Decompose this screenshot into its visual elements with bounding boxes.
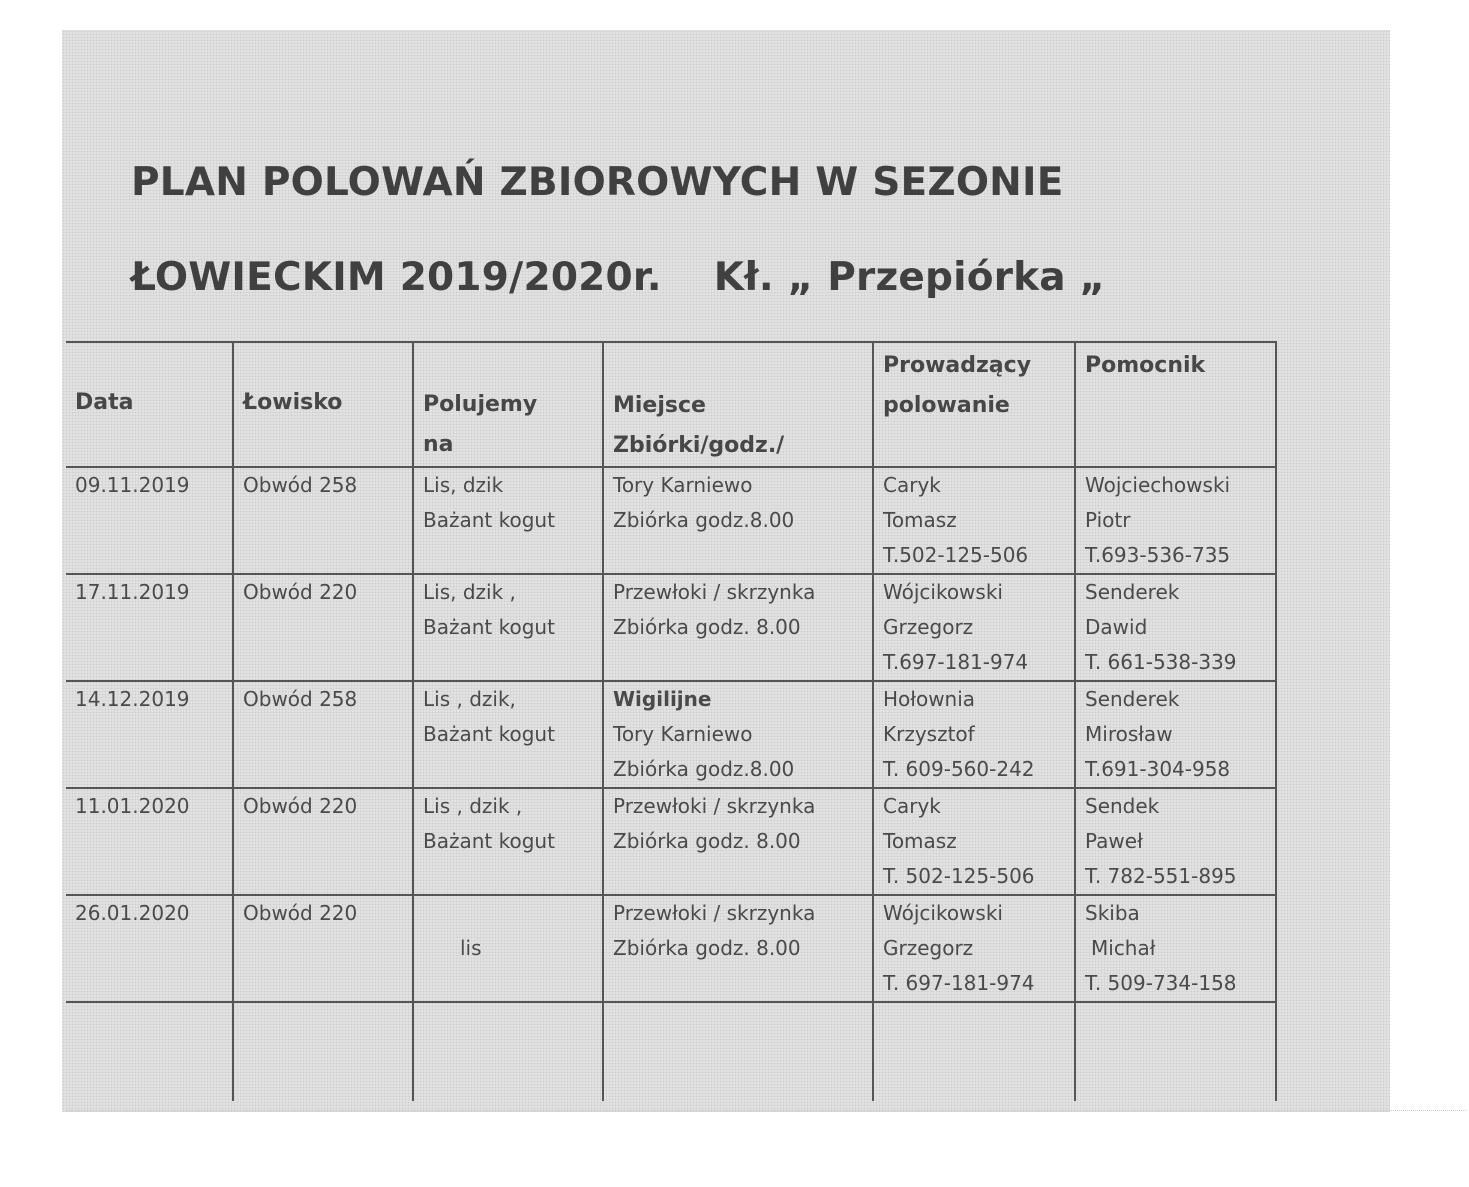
table-row xyxy=(66,574,1276,681)
cell-game: lis xyxy=(413,895,603,1002)
cell-game: Lis, dzik , Bażant kogut xyxy=(413,574,603,681)
document-title-line-1: PLAN POLOWAŃ ZBIOROWYCH W SEZONIE xyxy=(131,160,1064,205)
hunt-schedule-table xyxy=(66,341,1277,1101)
cell-game: Lis , dzik , Bażant kogut xyxy=(413,788,603,895)
cell-date: 26.01.2020 xyxy=(66,895,233,1002)
cell-hunting-ground: Obwód 258 xyxy=(233,467,413,574)
cell-assistant: Wojciechowski Piotr T.693-536-735 xyxy=(1075,467,1276,574)
table-row xyxy=(66,788,1276,895)
table-header-row xyxy=(66,342,1276,467)
cell-assistant: Skiba Michał T. 509-734-158 xyxy=(1075,895,1276,1002)
cell-meeting-place: Przewłoki / skrzynka Zbiórka godz. 8.00 xyxy=(603,788,873,895)
cell-empty xyxy=(873,1002,1075,1101)
cell-hunting-ground: Obwód 220 xyxy=(233,574,413,681)
cell-meeting-place: Przewłoki / skrzynka Zbiórka godz. 8.00 xyxy=(603,574,873,681)
cell-hunt-leader: Wójcikowski Grzegorz T.697-181-974 xyxy=(873,574,1075,681)
cell-meeting-place: Tory Karniewo Zbiórka godz.8.00 xyxy=(603,467,873,574)
cell-date: 11.01.2020 xyxy=(66,788,233,895)
cell-empty xyxy=(413,1002,603,1101)
cell-assistant: Senderek Dawid T. 661-538-339 xyxy=(1075,574,1276,681)
table-row xyxy=(66,467,1276,574)
header-game: Polujemy na xyxy=(413,342,603,467)
table-row-empty xyxy=(66,1002,1276,1101)
cell-empty xyxy=(66,1002,233,1101)
season-label: ŁOWIECKIM 2019/2020r. xyxy=(131,255,662,300)
cell-empty xyxy=(603,1002,873,1101)
cell-hunting-ground: Obwód 220 xyxy=(233,895,413,1002)
document-title-line-2 xyxy=(131,255,1105,300)
cell-empty xyxy=(233,1002,413,1101)
cell-hunting-ground: Obwód 258 xyxy=(233,681,413,788)
cell-assistant: Senderek Mirosław T.691-304-958 xyxy=(1075,681,1276,788)
cell-hunting-ground: Obwód 220 xyxy=(233,788,413,895)
header-date: Data xyxy=(66,342,233,467)
cell-empty xyxy=(1075,1002,1276,1101)
header-hunt-leader: Prowadzący polowanie xyxy=(873,342,1075,467)
cell-hunt-leader: Wójcikowski Grzegorz T. 697-181-974 xyxy=(873,895,1075,1002)
header-assistant: Pomocnik xyxy=(1075,342,1276,467)
cell-hunt-leader: Hołownia Krzysztof T. 609-560-242 xyxy=(873,681,1075,788)
scan-edge-line xyxy=(66,1110,1466,1111)
club-name: Kł. „ Przepiórka „ xyxy=(713,255,1106,300)
cell-meeting-place: Przewłoki / skrzynka Zbiórka godz. 8.00 xyxy=(603,895,873,1002)
cell-date: 09.11.2019 xyxy=(66,467,233,574)
cell-game: Lis, dzik Bażant kogut xyxy=(413,467,603,574)
table-row xyxy=(66,681,1276,788)
cell-game: Lis , dzik, Bażant kogut xyxy=(413,681,603,788)
christmas-hunt-label: Wigilijne xyxy=(613,687,712,711)
header-meeting-place: Miejsce Zbiórki/godz./ xyxy=(603,342,873,467)
header-hunting-ground: Łowisko xyxy=(233,342,413,467)
cell-date: 17.11.2019 xyxy=(66,574,233,681)
table-row xyxy=(66,895,1276,1002)
cell-hunt-leader: Caryk Tomasz T. 502-125-506 xyxy=(873,788,1075,895)
cell-hunt-leader: Caryk Tomasz T.502-125-506 xyxy=(873,467,1075,574)
cell-assistant: Sendek Paweł T. 782-551-895 xyxy=(1075,788,1276,895)
cell-date: 14.12.2019 xyxy=(66,681,233,788)
cell-meeting-place: Wigilijne Tory Karniewo Zbiórka godz.8.00 xyxy=(603,681,873,788)
